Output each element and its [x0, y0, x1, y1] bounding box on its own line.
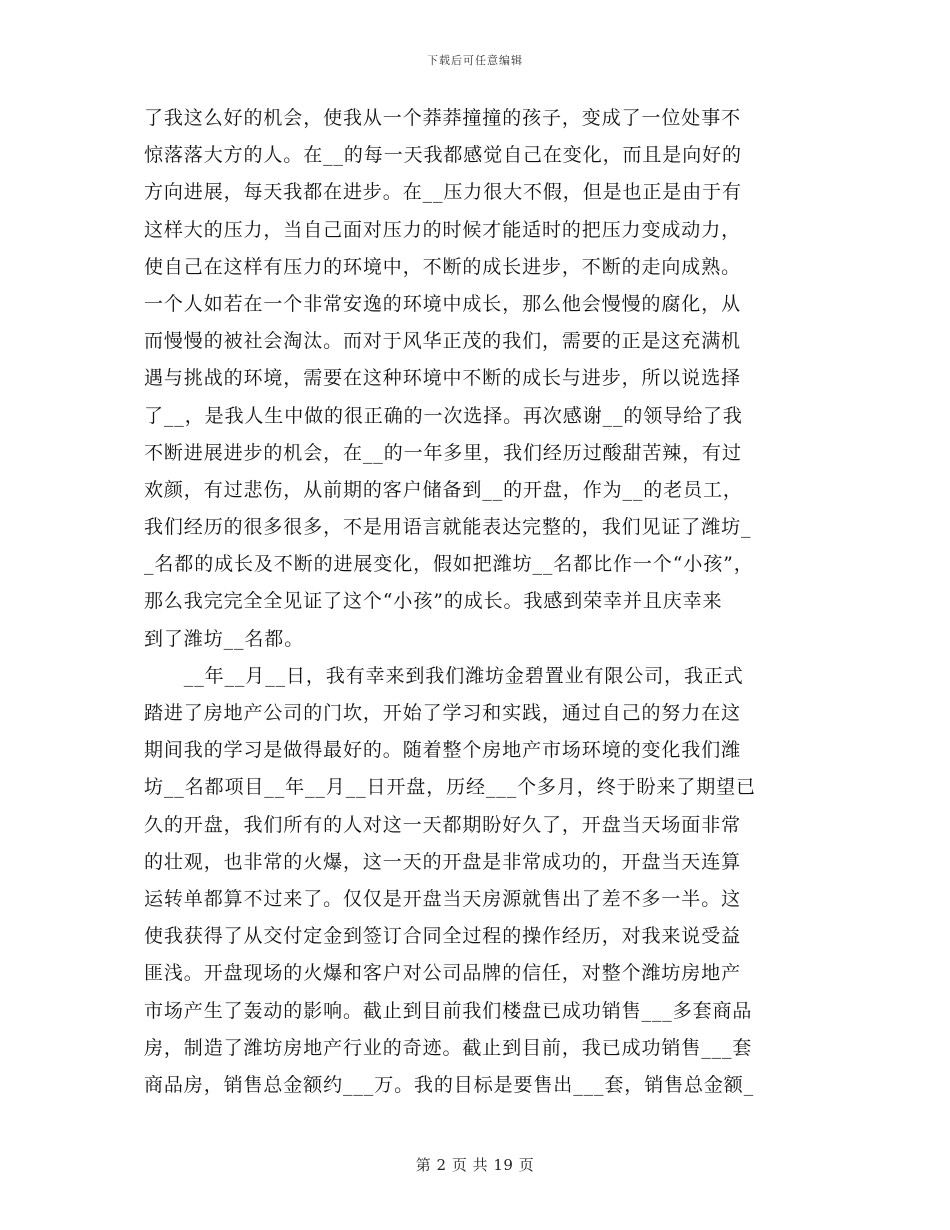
- text-line: 踏进了房地产公司的门坎，开始了学习和实践，通过自己的努力在这: [144, 702, 742, 724]
- text-line: 了__，是我人生中做的很正确的一次选择。再次感谢__的领导给了我: [144, 404, 743, 427]
- text-line: 那么我完完全全见证了这个“小孩”的成长。我感到荣幸并且庆幸来: [144, 590, 723, 613]
- text-line: 不断进展进步的机会，在__的一年多里，我们经历过酸甜苦辣，有过: [144, 441, 742, 464]
- text-line: 商品房，销售总金额约___万。我的目标是要售出___套，销售总金额_: [144, 1073, 755, 1096]
- text-line: 欢颜，有过悲伤，从前期的客户储备到__的开盘，作为__的老员工，: [144, 478, 743, 501]
- text-line: 坊__名都项目__年__月__日开盘，历经___个多月，终于盼来了期望已: [144, 776, 756, 799]
- text-line: 我们经历的很多很多，不是用语言就能表达完整的，我们见证了潍坊_: [144, 516, 752, 539]
- text-line: 而慢慢的被社会淘汰。而对于风华正茂的我们，需要的正是这充满机: [144, 330, 742, 353]
- page-footer: 第 2 页 共 19 页: [415, 1156, 535, 1174]
- text-line: _名都的成长及不断的进展变化，假如把潍坊__名都比作一个“小孩”，: [144, 553, 754, 576]
- document-body: [144, 100, 808, 1104]
- text-line: 市场产生了轰动的影响。截止到目前我们楼盘已成功销售___多套商品: [144, 999, 753, 1022]
- text-line: __年__月__日，我有幸来到我们潍坊金碧置业有限公司，我正式: [144, 664, 744, 687]
- text-line: 使我获得了从交付定金到签订合同全过程的操作经历，对我来说受益: [144, 925, 742, 948]
- text-line: 到了潍坊__名都。: [144, 627, 305, 650]
- text-line: 匪浅。开盘现场的火爆和客户对公司品牌的信任，对整个潍坊房地产: [144, 962, 742, 985]
- text-line: 久的开盘，我们所有的人对这一天都期盼好久了，开盘当天场面非常: [144, 813, 742, 836]
- text-line: 运转单都算不过来了。仅仅是开盘当天房源就售出了差不多一半。这: [144, 887, 742, 910]
- text-line: 方向进展，每天我都在进步。在__压力很大不假，但是也正是由于有: [144, 181, 742, 204]
- text-line: 期间我的学习是做得最好的。随着整个房地产市场环境的变化我们潍: [144, 739, 742, 762]
- text-line: 惊落落大方的人。在__的每一天我都感觉自己在变化，而且是向好的: [144, 144, 742, 167]
- text-line: 了我这么好的机会，使我从一个莽莽撞撞的孩子，变成了一位处事不: [144, 107, 742, 129]
- page-header: 下载后可任意编辑: [427, 54, 523, 67]
- text-line: 使自己在这样有压力的环境中，不断的成长进步，不断的走向成熟。: [144, 255, 742, 278]
- text-line: 遇与挑战的环境，需要在这种环境中不断的成长与进步，所以说选择: [144, 367, 742, 390]
- text-line: 这样大的压力，当自己面对压力的时候才能适时的把压力变成动力，: [144, 218, 742, 241]
- text-line: 的壮观，也非常的火爆，这一天的开盘是非常成功的，开盘当天连算: [144, 850, 742, 873]
- text-line: 房，制造了潍坊房地产行业的奇迹。截止到目前，我已成功销售___套: [144, 1036, 753, 1059]
- text-line: 一个人如若在一个非常安逸的环境中成长，那么他会慢慢的腐化，从: [144, 292, 742, 315]
